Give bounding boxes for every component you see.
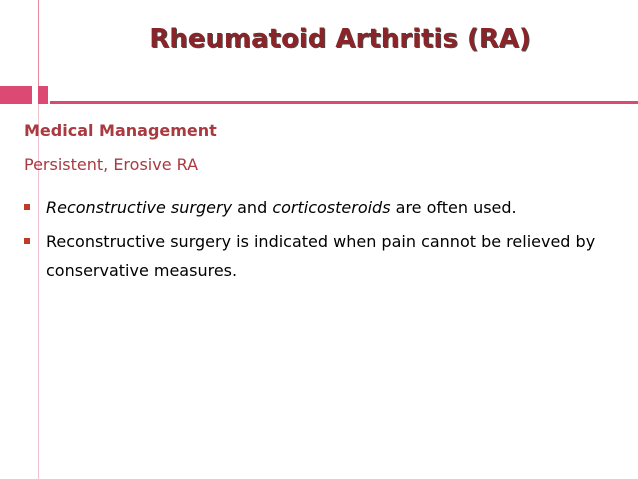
bullet-italic-text: corticosteroids xyxy=(272,198,391,217)
bullet-item xyxy=(24,227,624,285)
bullet-text: and xyxy=(232,198,273,217)
accent-bar-left xyxy=(0,86,32,104)
bullet-square-icon xyxy=(24,204,30,210)
bullet-text: Reconstructive surgery is indicated when pain cannot be relieved by conservative measures. xyxy=(46,232,596,280)
subheading: Medical Management xyxy=(24,121,217,140)
slide-title: Rheumatoid Arthritis (RA) xyxy=(149,24,531,54)
accent-bar-square xyxy=(38,86,48,104)
bullet-item xyxy=(24,193,624,222)
bullet-italic-text: Reconstructive surgery xyxy=(46,198,233,217)
accent-bar-line xyxy=(50,101,638,104)
bullet-text: are often used. xyxy=(390,198,517,217)
decorative-vertical-line xyxy=(38,0,39,86)
bullet-list xyxy=(24,193,624,290)
section-heading: Persistent, Erosive RA xyxy=(24,155,199,174)
bullet-square-icon xyxy=(24,238,30,244)
